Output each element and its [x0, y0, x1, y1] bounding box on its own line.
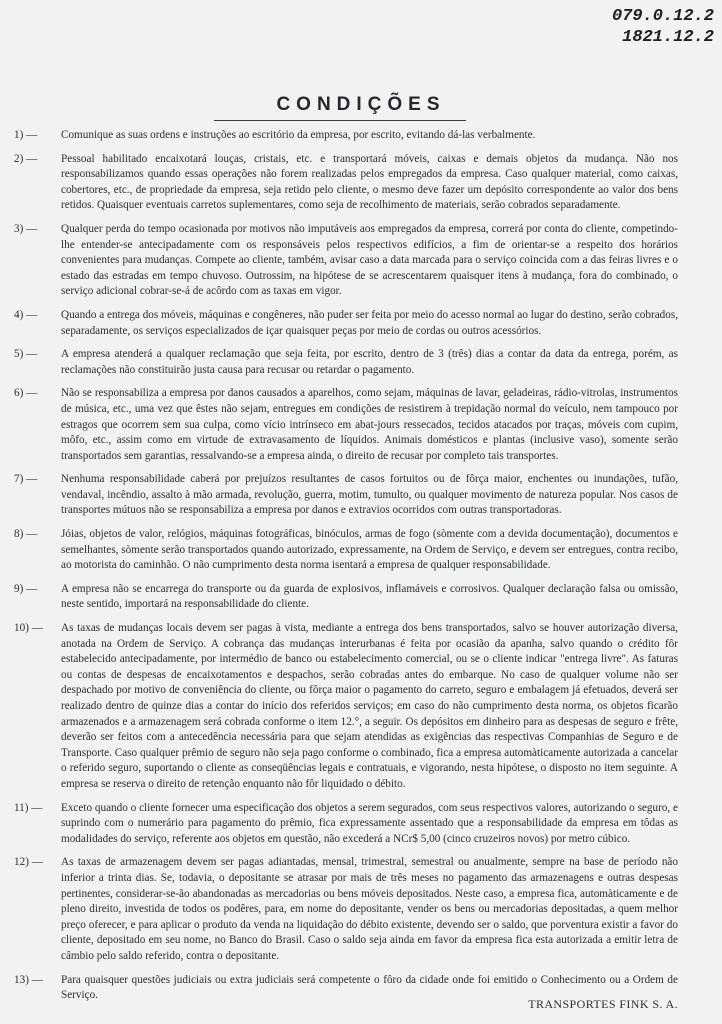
reference-line-2: 1821.12.2: [622, 28, 714, 47]
company-signature: TRANSPORTES FINK S. A.: [528, 997, 678, 1011]
clause-number: 4) —: [14, 308, 38, 321]
clause-text: Qualquer perda do tempo ocasionada por motivos não imputáveis aos empregados da empresa, correrá por conta do cliente, competindo-lhe entender-se antecipadamente com os responsáveis pelos respectivos edifícios, a fim de orientar-se a respeito dos horários convenientes para mudanças. Compete ao cliente, também, avisar caso a data marcada para o serviço coincida com a das feiras livres e o estado das estradas em tempo chuvoso. Outrossim, na hipótese de se acrescentarem quaisquer itens à mudança, fora do combinado, o serviço adicional cobrar-se-á de acôrdo com as taxas em vigor.: [61, 222, 678, 298]
clause-item: [0, 308, 722, 339]
clause-item: [0, 582, 722, 613]
title-underline: [214, 120, 466, 121]
clause-item: [0, 386, 722, 464]
clause-text: A empresa atenderá a qualquer reclamação que seja feita, por escrito, dentro de 3 (três) dias a contar da data da entrega, porém, as reclamações não constituirão justa causa para recusar ou retardar o pagamento.: [61, 348, 678, 376]
clause-item: [0, 527, 722, 574]
clause-text: As taxas de armazenagem devem ser pagas adiantadas, mensal, trimestral, semestral ou anualmente, sempre na base de período não inferior a trinta dias. Se, todavia, o depositante se atrasar por mais de três meses no pagamento das armazenagens e outras despesas pertinentes, considerar-se-ão abandonadas as mercadorias ou bens móveis depositados. Neste caso, a empresa fica, automàticamente e de pleno direito, investida de todos os podêres, para, em nome do depositante, vender os bens ou mercadorias depositadas, a quem melhor preço oferecer, e para aplicar o produto da venda na liquidação do débito existente, devendo ser o saldo, que porventura existir a favor do cliente, depositado em seu nome, no Banco do Brasil. Caso o saldo seja ainda em favor da empresa fica esta autorizada a emitir letra de câmbio pelo saldo referido, contra o depositante.: [61, 856, 678, 962]
clause-text: Quando a entrega dos móveis, máquinas e congêneres, não puder ser feita por meio do acesso normal ao lugar do destino, serão cobrados, separadamente, os serviços especializados de içar quaisquer peças por meio de cordas ou outros acessórios.: [61, 308, 678, 337]
clause-number: 13) —: [14, 973, 43, 986]
clause-item: [0, 621, 722, 793]
clause-item: [0, 801, 722, 848]
clause-number: 7) —: [14, 473, 38, 486]
clause-text: Nenhuma responsabilidade caberá por prejuízos resultantes de casos fortuitos ou de fôrça maior, enchentes ou inundações, tufão, vendaval, incêndio, assalto à mão armada, revolução, guerra, motim, tumulto, ou qualquer movimento de natureza popular. Nos casos de transportes mútuos não se responsabiliza a empresa por danos e extravios ocorridos com outras transportadoras.: [61, 473, 678, 517]
clause-item: [0, 152, 722, 214]
clause-number: 3) —: [14, 222, 38, 235]
clause-text: Pessoal habilitado encaixotará louças, cristais, etc. e transportará móveis, caixas e demais objetos da mudança. Não nos responsabilizamos quando essas operações não forem realizadas pelos empregados da empresa. Caso qualquer material, como caixas, cobertores, etc., de propriedade da empresa, seja retido pelo cliente, o mesmo deve fazer um depósito correspondente ao valor dos bens retidos. Quaisquer eventuais carretos suplementares, como seja de recolhimento de materiais, serão cobrados separadamente.: [61, 152, 678, 212]
clause-item: [0, 128, 722, 144]
clause-text: As taxas de mudanças locais devem ser pagas à vista, mediante a entrega dos bens transportados, salvo se houver autorização diversa, anotada na Ordem de Serviço. A cobrança das mudanças interurbanas é feita por ocasião da apanha, salvo quando o crédito fôr estabelecido antecipadamente, por intermédio de banco ou estabelecimento comercial, ou se o cliente indicar "entrega livre". As faturas ou contas de despesas de encaixotamentos e despachos, serão cobradas antes do embarque. No caso de qualquer volume não ser despachado por motivo de conveniência do cliente, ou fôrça maior o pagamento do carreto, seguro e embalagem já efetuados, deverá ser realizado dentro de quinze dias a contar do início dos referidos serviços; em caso do não cumprimento desta norma, os objetos ficarão armazenados e a armazenagem será cobrada conforme o item 12.°, a seguir. Os depósitos em dinheiro para as despesas de seguro e frête, deverão ser feitos com a antecedência necessária para que sejam atendidas as exigências das respectivas Companhias de Seguro e de Transporte. Caso qualquer prêmio de seguro não seja pago conforme o combinado, fica a empresa automàticamente autorizada a cancelar o referido seguro, suportando o cliente as conseqüências legais e contratuais, e vigorando, nesta hipótese, o disposto no item seguinte. A empresa se reserva o direito de retenção enquanto não fôr liquidado o débito.: [61, 622, 678, 790]
clause-text: Não se responsabiliza a empresa por danos causados a aparelhos, como sejam, máquinas de lavar, geladeiras, rádio-vitrolas, instrumentos de música, etc., uma vez que êstes não sejam, entregues em condições de resistirem à trepidação normal do veículo, nem tampouco por estragos que ocorrem sem sua culpa, como vício intrínseco em abat-jours ressecados, tecidos atacados por traças, móveis com cupim, môfo, etc., assim como em virtude de extravasamento de líquidos. Animais domésticos e plantas (inclusive vaso), somente serão transportados sem garantias, ressalvando-se a empresa ainda, o direito de recusar por completo tais transportes.: [61, 387, 678, 462]
clause-item: [0, 222, 722, 300]
clause-number: 5) —: [14, 348, 38, 361]
clause-item: [0, 472, 722, 519]
reference-line-1: 079.0.12.2: [611, 7, 714, 26]
clause-text: Jóias, objetos de valor, relógios, máquinas fotográficas, binóculos, armas de fogo (sòmente com a devida documentação), documentos e semelhantes, sòmente serão transportados quando autorizado, expressamente, na Ordem de Serviço, e devem ser entregues, contra recibo, ao motorista do caminhão. O não cumprimento desta norma isentará a empresa de qualquer responsabilidade.: [61, 528, 678, 572]
page-title: CONDIÇÕES: [276, 94, 446, 115]
clause-number: 1) —: [14, 129, 38, 141]
clauses-list: [0, 128, 722, 1012]
clause-text: A empresa não se encarrega do transporte ou da guarda de explosivos, inflamáveis e corrosivos. Qualquer declaração falsa ou omissão, neste sentido, importará na responsabilidade do cliente.: [61, 582, 678, 611]
handwritten-reference: [612, 6, 714, 48]
clause-number: 12) —: [14, 856, 43, 869]
clause-number: 2) —: [14, 152, 38, 165]
clause-number: 10) —: [14, 622, 43, 635]
clause-item: [0, 347, 722, 378]
clause-text: Exceto quando o cliente fornecer uma especificação dos objetos a serem segurados, com seus respectivos valores, autorizando o seguro, e suprindo com o numerário para pagamento do prêmio, fica expressamente assentado que a responsabilidade da empresa em tôdas as modalidades do serviço, referente aos objetos em questão, não excederá a NCr$ 5,00 (cinco cruzeiros novos) por metro cúbico.: [61, 801, 678, 845]
clause-number: 8) —: [14, 528, 38, 541]
clause-number: 11) —: [14, 801, 43, 814]
clause-item: [0, 855, 722, 964]
clause-number: 6) —: [14, 387, 38, 400]
clause-number: 9) —: [14, 582, 38, 595]
clause-text: Comunique as suas ordens e instruções ao escritório da empresa, por escrito, evitando dá-las verbalmente.: [61, 129, 536, 141]
clause-text: Para quaisquer questões judiciais ou extra judiciais será competente o fôro da cidade onde foi emitido o Conhecimento ou a Ordem de Serviço.: [61, 973, 678, 1002]
